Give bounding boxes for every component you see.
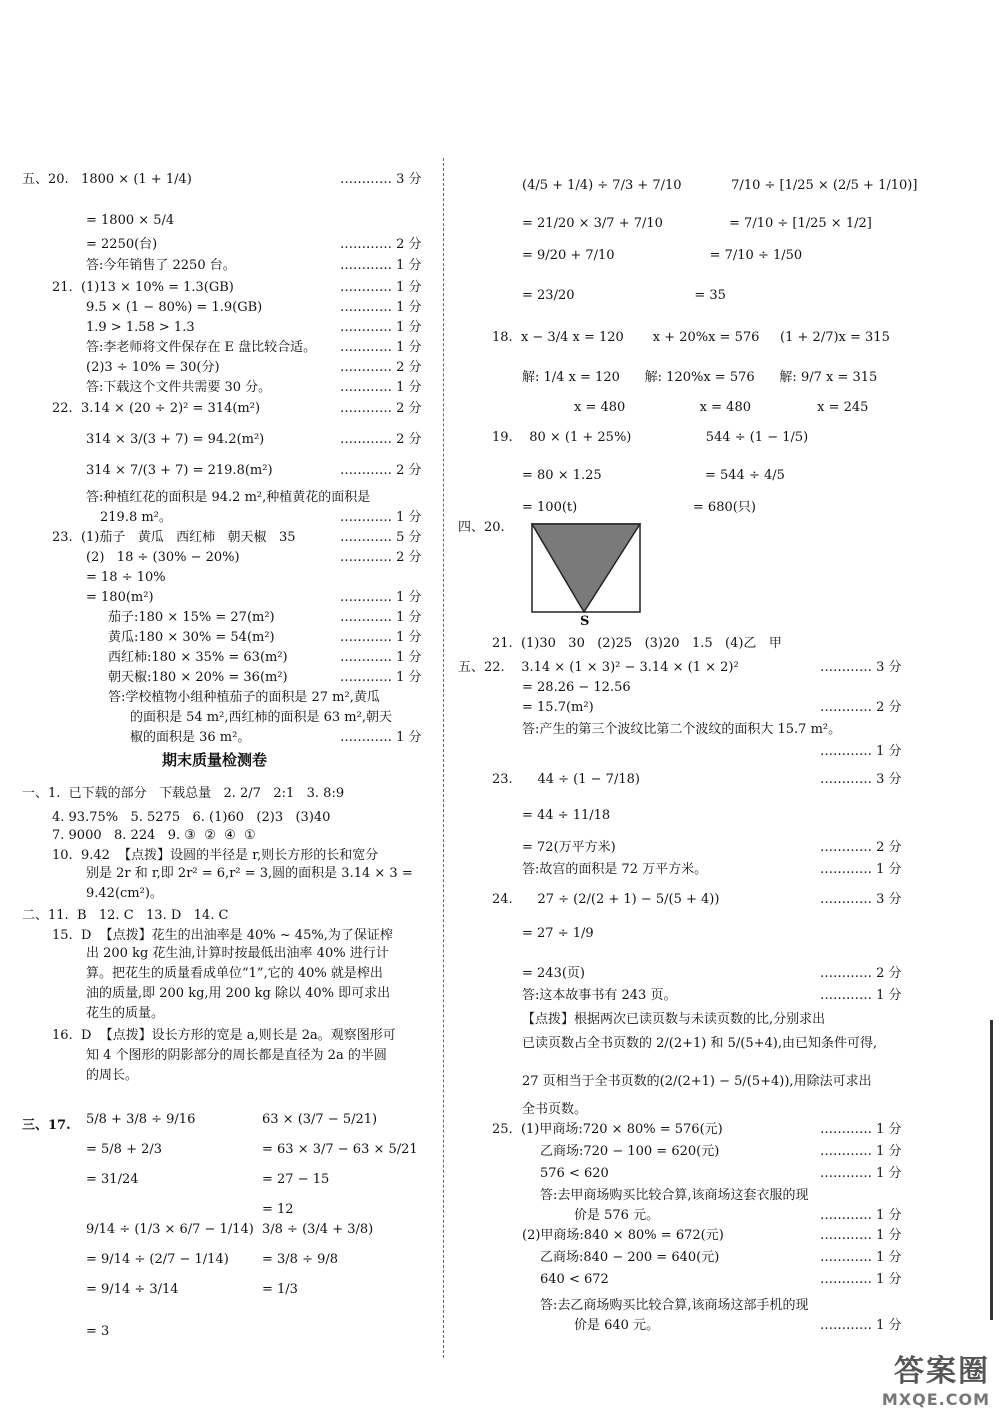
answer-line: 价是 576 元。: [574, 1208, 660, 1223]
score-mark: ………… 1 分: [820, 1250, 902, 1265]
score-mark: ………… 1 分: [820, 862, 902, 877]
score-mark: ………… 1 分: [820, 1272, 902, 1287]
solution-line: 15. D 【点拨】花生的出油率是 40% ~ 45%,为了保证榨: [52, 928, 393, 943]
answer-line: 18. x − 3/4 x = 120 x + 20%x = 576 (1 + 2/7)x = 315: [492, 330, 890, 345]
answer-line: 23. (1)茄子 黄瓜 西红柿 朝天椒 35: [52, 530, 296, 545]
answer-line: 21. (1)13 × 10% = 1.3(GB): [52, 280, 234, 295]
solution-line: 算。把花生的质量看成单位“1”,它的 40% 就是榨出: [86, 966, 383, 981]
answer-line: = 9/20 + 7/10 = 7/10 ÷ 1/50: [522, 248, 803, 263]
score-mark: ………… 2 分: [820, 700, 902, 715]
answer-line: 椒的面积是 36 m²。: [130, 730, 251, 745]
answer-line: 答:产生的第三个波纹比第二个波纹的面积大 15.7 m²。: [522, 722, 842, 737]
answer-line: (2) 18 ÷ (30% − 20%): [86, 550, 240, 565]
score-mark: ………… 1 分: [340, 610, 422, 625]
score-mark: ………… 1 分: [340, 320, 422, 335]
answer-line: (2)3 ÷ 10% = 30(分): [86, 360, 220, 375]
answer-line: 24. 27 ÷ (2/(2 + 1) − 5/(5 + 4)): [492, 892, 720, 907]
score-mark: ………… 1 分: [340, 380, 422, 395]
answer-line: 答:下载这个文件共需要 30 分。: [86, 380, 272, 395]
calc-step: 63 × (3/7 − 5/21): [262, 1112, 378, 1127]
score-mark: ………… 3 分: [820, 892, 902, 907]
score-mark: ………… 2 分: [340, 550, 422, 565]
answer-line: 茄子:180 × 15% = 27(m²): [108, 610, 275, 625]
answer-line: 答:去甲商场购买比较合算,该商场这套衣服的现: [540, 1188, 809, 1203]
figure-point-label: S: [580, 614, 590, 629]
solution-line: 16. D 【点拨】设长方形的宽是 a,则长是 2a。观察图形可: [52, 1028, 396, 1043]
solution-line: 花生的质量。: [86, 1006, 165, 1021]
score-mark: ………… 1 分: [340, 280, 422, 295]
score-mark: ………… 1 分: [340, 258, 422, 273]
score-mark: ………… 2 分: [340, 432, 422, 447]
score-mark: ………… 1 分: [340, 630, 422, 645]
answer-line: 答:故宫的面积是 72 万平方米。: [522, 862, 708, 877]
score-mark: ………… 1 分: [820, 1318, 902, 1333]
solution-line: 知 4 个图形的阴影部分的周长都是直径为 2a 的半圆: [86, 1048, 387, 1063]
answer-line: 朝天椒:180 × 20% = 36(m²): [108, 670, 288, 685]
score-mark: ………… 5 分: [340, 530, 422, 545]
calc-step: = 27 − 15: [262, 1172, 330, 1187]
answer-line: = 15.7(m²): [522, 700, 594, 715]
solution-line: 4. 93.75% 5. 5275 6. (1)60 (2)3 (3)40: [52, 810, 331, 825]
answer-line: 五、22. 3.14 × (1 × 3)² − 3.14 × (1 × 2)²: [458, 660, 739, 675]
score-mark: ………… 2 分: [340, 237, 422, 252]
answer-line: = 44 ÷ 11/18: [522, 808, 611, 823]
score-mark: ………… 2 分: [820, 966, 902, 981]
solution-line: 7. 9000 8. 224 9. ③ ② ④ ①: [52, 828, 256, 843]
calc-step: = 31/24: [86, 1172, 139, 1187]
solution-line: 别是 2r 和 r,即 2r² = 6,r² = 3,圆的面积是 3.14 × 3 =: [86, 866, 413, 881]
triangle-figure: [530, 522, 642, 629]
answer-line: 四、20.: [458, 520, 505, 535]
answer-line: 640 < 672: [540, 1272, 609, 1287]
answer-line: 五、20. 1800 × (1 + 1/4): [22, 172, 192, 187]
calc-step: 3/8 ÷ (3/4 + 3/8): [262, 1222, 374, 1237]
answer-line: 乙商场:840 − 200 = 640(元): [540, 1250, 720, 1265]
answer-line: 全书页数。: [522, 1102, 588, 1117]
score-mark: ………… 1 分: [820, 744, 902, 759]
score-mark: ………… 3 分: [820, 660, 902, 675]
answer-line: 21. (1)30 30 (2)25 (3)20 1.5 (4)乙 甲: [492, 636, 782, 651]
answer-line: = 100(t) = 680(只): [522, 500, 756, 515]
solution-line: 一、1. 已下载的部分 下载总量 2. 2/7 2:1 3. 8:9: [22, 786, 345, 801]
score-mark: ………… 2 分: [340, 401, 422, 416]
answer-line: 的面积是 54 m²,西红柿的面积是 63 m²,朝天: [130, 710, 392, 725]
score-mark: ………… 3 分: [820, 772, 902, 787]
answer-line: 23. 44 ÷ (1 − 7/18): [492, 772, 640, 787]
score-mark: ………… 1 分: [820, 1144, 902, 1159]
score-mark: ………… 1 分: [340, 670, 422, 685]
score-mark: ………… 1 分: [340, 730, 422, 745]
score-mark: ………… 1 分: [340, 650, 422, 665]
answer-line: x = 480 x = 480 x = 245: [574, 400, 869, 415]
watermark-url: MXQE.COM: [881, 1390, 990, 1409]
problem-number: 三、17.: [22, 1118, 71, 1133]
answer-line: 314 × 7/(3 + 7) = 219.8(m²): [86, 463, 273, 478]
calc-step: = 9/14 ÷ (2/7 − 1/14): [86, 1252, 229, 1267]
score-mark: ………… 2 分: [820, 840, 902, 855]
answer-line: 1.9 > 1.58 > 1.3: [86, 320, 195, 335]
answer-line: 答:今年销售了 2250 台。: [86, 258, 236, 273]
answer-line: 219.8 m²。: [100, 510, 172, 525]
answer-line: = 72(万平方米): [522, 840, 616, 855]
answer-line: = 80 × 1.25 = 544 ÷ 4/5: [522, 468, 785, 483]
answer-line: 答:李老师将文件保存在 E 盘比较合适。: [86, 340, 317, 355]
calc-step: 5/8 + 3/8 ÷ 9/16: [86, 1112, 196, 1127]
calc-step: = 3: [86, 1324, 110, 1339]
answer-line: = 1800 × 5/4: [86, 213, 175, 228]
answer-line: 答:种植红花的面积是 94.2 m²,种植黄花的面积是: [86, 490, 371, 505]
page-edge-mark: [984, 1020, 993, 1320]
solution-line: 的周长。: [86, 1068, 139, 1083]
answer-line: (4/5 + 1/4) ÷ 7/3 + 7/10 7/10 ÷ [1/25 × (2/5 + 1/10)]: [522, 178, 918, 193]
solution-line: 油的质量,即 200 kg,用 200 kg 除以 40% 即可求出: [86, 986, 391, 1001]
answer-line: = 23/20 = 35: [522, 288, 726, 303]
score-mark: ………… 1 分: [820, 1228, 902, 1243]
answer-line: 【点拨】根据两次已读页数与未读页数的比,分别求出: [522, 1012, 826, 1027]
solution-line: 二、11. B 12. C 13. D 14. C: [22, 908, 229, 923]
answer-line: 22. 3.14 × (20 ÷ 2)² = 314(m²): [52, 401, 261, 416]
answer-line: 576 < 620: [540, 1166, 609, 1181]
answer-line: 乙商场:720 − 100 = 620(元): [540, 1144, 720, 1159]
score-mark: ………… 1 分: [820, 1166, 902, 1181]
answer-line: = 27 ÷ 1/9: [522, 926, 594, 941]
column-divider: [443, 158, 444, 1358]
score-mark: ………… 1 分: [820, 1208, 902, 1223]
score-mark: ………… 3 分: [340, 172, 422, 187]
answer-line: 27 页相当于全书页数的(2/(2+1) − 5/(5+4)),用除法可求出: [522, 1074, 872, 1089]
answer-line: = 18 ÷ 10%: [86, 570, 166, 585]
answer-line: 19. 80 × (1 + 25%) 544 ÷ (1 − 1/5): [492, 430, 809, 445]
score-mark: ………… 1 分: [340, 300, 422, 315]
calc-step: = 63 × 3/7 − 63 × 5/21: [262, 1142, 418, 1157]
score-mark: ………… 2 分: [340, 360, 422, 375]
exam-title: 期末质量检测卷: [162, 751, 268, 769]
calc-step: = 5/8 + 2/3: [86, 1142, 163, 1157]
answer-line: 314 × 3/(3 + 7) = 94.2(m²): [86, 432, 265, 447]
calc-step: 9/14 ÷ (1/3 × 6/7 − 1/14): [86, 1222, 254, 1237]
score-mark: ………… 1 分: [820, 988, 902, 1003]
calc-step: = 12: [262, 1202, 294, 1217]
answer-line: 西红柿:180 × 35% = 63(m²): [108, 650, 288, 665]
answer-line: 答:去乙商场购买比较合算,该商场这部手机的现: [540, 1298, 809, 1313]
answer-line: = 28.26 − 12.56: [522, 680, 631, 695]
answer-line: 黄瓜:180 × 30% = 54(m²): [108, 630, 275, 645]
answer-line: = 243(页): [522, 966, 585, 981]
score-mark: ………… 1 分: [340, 590, 422, 605]
score-mark: ………… 1 分: [340, 510, 422, 525]
answer-line: 已读页数占全书页数的 2/(2+1) 和 5/(5+4),由已知条件可得,: [522, 1036, 878, 1051]
solution-line: 出 200 kg 花生油,计算时按最低出油率 40% 进行计: [86, 946, 389, 961]
score-mark: ………… 1 分: [340, 340, 422, 355]
calc-step: = 9/14 ÷ 3/14: [86, 1282, 179, 1297]
answer-line: 25. (1)甲商场:720 × 80% = 576(元): [492, 1122, 723, 1137]
calc-step: = 3/8 ÷ 9/8: [262, 1252, 339, 1267]
watermark: [882, 1346, 990, 1409]
score-mark: ………… 2 分: [340, 463, 422, 478]
calc-step: = 1/3: [262, 1282, 298, 1297]
answer-line: = 21/20 × 3/7 + 7/10 = 7/10 ÷ [1/25 × 1/2]: [522, 216, 872, 231]
answer-line: 解: 1/4 x = 120 解: 120%x = 576 解: 9/7 x = 315: [522, 370, 878, 385]
solution-line: 10. 9.42 【点拨】设圆的半径是 r,则长方形的长和宽分: [52, 848, 379, 863]
answer-line: (2)甲商场:840 × 80% = 672(元): [522, 1228, 724, 1243]
answer-line: = 2250(台): [86, 237, 158, 252]
answer-line: 答:这本故事书有 243 页。: [522, 988, 677, 1003]
solution-line: 9.42(cm²)。: [86, 886, 163, 901]
answer-line: 9.5 × (1 − 80%) = 1.9(GB): [86, 300, 263, 315]
answer-line: 价是 640 元。: [574, 1318, 660, 1333]
answer-line: 答:学校植物小组种植茄子的面积是 27 m²,黄瓜: [108, 690, 380, 705]
watermark-logo: 答案圈: [894, 1354, 990, 1389]
answer-line: = 180(m²): [86, 590, 154, 605]
score-mark: ………… 1 分: [820, 1122, 902, 1137]
